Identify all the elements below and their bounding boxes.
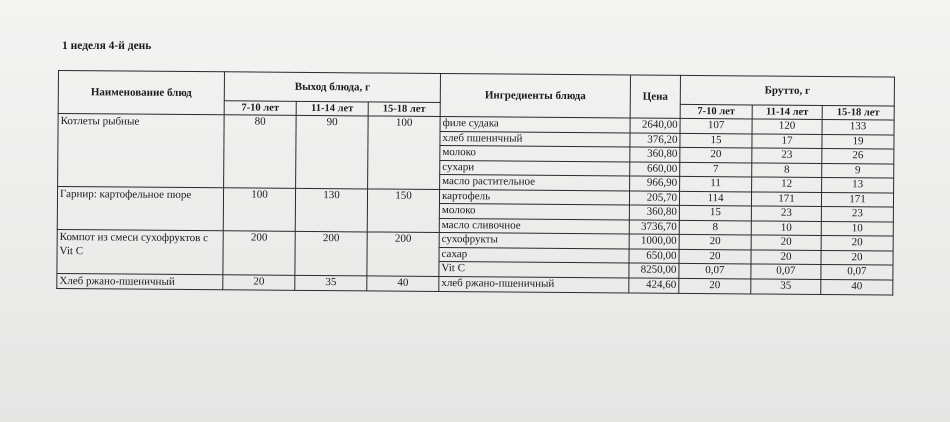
price-cell: 8250,00: [629, 263, 679, 278]
yield-cell: 200: [223, 231, 295, 275]
gross-cell: 15: [680, 133, 752, 148]
ingredient-cell: сухофрукты: [439, 232, 629, 248]
dish-name-cell: Котлеты рыбные: [58, 114, 225, 188]
gross-cell: 7: [680, 162, 752, 177]
ingredient-cell: молоко: [440, 146, 630, 162]
price-cell: 966,90: [630, 176, 680, 191]
gross-cell: 35: [751, 278, 821, 294]
gross-cell: 9: [822, 163, 894, 178]
ingredient-cell: масло сливочное: [439, 218, 629, 234]
page-title: 1 неделя 4-й день: [62, 40, 152, 52]
price-cell: 2640,00: [630, 118, 680, 133]
ingredient-cell: хлеб пшеничный: [440, 131, 630, 147]
price-cell: 376,20: [630, 132, 680, 147]
yield-header: Выход блюда, г: [224, 72, 440, 103]
gross-cell: 8: [679, 220, 751, 235]
price-cell: 660,00: [630, 161, 680, 176]
gross-cell: 0,07: [751, 264, 821, 279]
yield-cell: 90: [296, 115, 369, 188]
gross-cell: 20: [679, 234, 751, 249]
dish-name-cell: Гарнир: картофельное пюре: [57, 186, 223, 231]
ingredient-cell: Vit C: [439, 261, 629, 277]
gross-cell: 20: [821, 235, 893, 250]
gross-cell: 26: [822, 149, 894, 164]
gross-cell: 12: [752, 177, 822, 192]
menu-table: [56, 70, 895, 295]
dish-name-header: Наименование блюд: [58, 71, 224, 115]
price-cell: 650,00: [629, 248, 679, 263]
gross-cell: 20: [751, 249, 821, 264]
price-cell: 3736,70: [629, 219, 679, 234]
yield-cell: 40: [367, 275, 439, 291]
ingredient-cell: сухари: [440, 160, 630, 176]
gross-cell: 23: [751, 206, 821, 221]
gross-age-header: 7-10 лет: [680, 104, 752, 119]
yield-cell: 100: [223, 187, 295, 231]
gross-age-header: 15-18 лет: [822, 106, 894, 121]
gross-cell: 120: [752, 119, 822, 134]
price-cell: 205,70: [629, 190, 679, 205]
price-cell: 360,80: [629, 205, 679, 220]
yield-cell: 35: [295, 275, 367, 291]
yield-age-header: 11-14 лет: [296, 101, 368, 116]
gross-cell: 0,07: [679, 263, 751, 278]
gross-cell: 10: [751, 220, 821, 235]
price-cell: 360,80: [630, 147, 680, 162]
header-row: [58, 71, 894, 107]
yield-cell: 20: [223, 274, 295, 290]
gross-cell: 20: [751, 235, 821, 250]
ingredients-header: Ингредиенты блюда: [440, 74, 630, 118]
gross-cell: 20: [680, 147, 752, 162]
yield-cell: 80: [224, 115, 297, 188]
yield-cell: 200: [367, 232, 439, 276]
yield-age-header: 7-10 лет: [224, 101, 296, 116]
gross-cell: 133: [822, 120, 894, 135]
gross-cell: 40: [821, 279, 893, 295]
ingredient-cell: сахар: [439, 247, 629, 263]
ingredient-cell: молоко: [439, 204, 629, 220]
gross-cell: 10: [821, 221, 893, 236]
dish-name-cell: Компот из смеси сухофруктов с Vit C: [57, 229, 223, 274]
gross-cell: 0,07: [821, 264, 893, 279]
ingredient-cell: хлеб ржано-пшеничный: [439, 276, 629, 292]
gross-cell: 17: [752, 133, 822, 148]
gross-cell: 20: [679, 278, 751, 294]
gross-cell: 19: [822, 134, 894, 149]
dish-name-cell: Хлеб ржано-пшеничный: [57, 273, 223, 289]
price-cell: 424,60: [629, 277, 679, 292]
yield-cell: 150: [367, 188, 439, 232]
gross-cell: 11: [680, 176, 752, 191]
gross-cell: 20: [821, 250, 893, 265]
gross-cell: 8: [752, 162, 822, 177]
gross-cell: 15: [679, 205, 751, 220]
ingredient-cell: филе судака: [440, 117, 630, 133]
gross-cell: 13: [822, 178, 894, 193]
gross-cell: 171: [821, 192, 893, 207]
gross-cell: 114: [679, 191, 751, 206]
yield-cell: 200: [295, 231, 367, 275]
gross-cell: 171: [751, 191, 821, 206]
gross-cell: 107: [680, 118, 752, 133]
price-header: Цена: [630, 75, 680, 118]
ingredient-cell: картофель: [439, 189, 629, 205]
price-cell: 1000,00: [629, 234, 679, 249]
ingredient-cell: масло растительное: [440, 175, 630, 191]
gross-cell: 23: [752, 148, 822, 163]
yield-age-header: 15-18 лет: [368, 102, 440, 117]
gross-cell: 20: [679, 249, 751, 264]
yield-cell: 130: [295, 188, 367, 232]
gross-header: Брутто, г: [680, 75, 894, 106]
yield-cell: 100: [368, 116, 441, 189]
gross-cell: 23: [821, 207, 893, 222]
gross-age-header: 11-14 лет: [752, 105, 822, 120]
